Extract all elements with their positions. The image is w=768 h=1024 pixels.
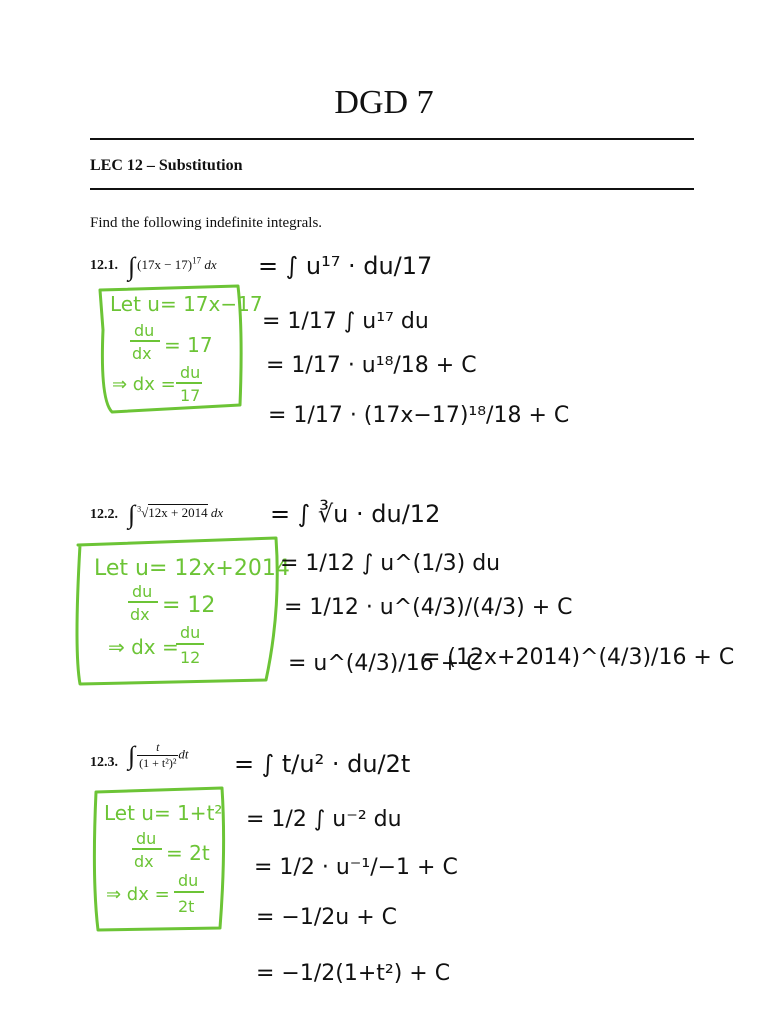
sub-1-du-2: du xyxy=(180,363,201,382)
problem-number-2: 12.2. xyxy=(90,507,118,522)
sub-2-12: 12 xyxy=(180,648,201,667)
integrand-1: (17x − 17) xyxy=(137,257,193,272)
step-3-1: = ∫ t/u² · du/2t xyxy=(234,750,411,778)
problem-number-1: 12.1. xyxy=(90,258,118,273)
step-3-4: = −1/2u + C xyxy=(256,905,397,930)
sub-2-du: du xyxy=(132,582,153,601)
step-2-4: = u^(4/3)/16 + C xyxy=(288,651,482,676)
root-index: 3 xyxy=(137,504,142,514)
sub-1-dx: dx xyxy=(132,344,152,363)
instructions: Find the following indefinite integrals. xyxy=(90,215,323,231)
step-1-2: = 1/17 ∫ u¹⁷ du xyxy=(262,309,429,334)
sub-3-rate: = 2t xyxy=(166,841,210,865)
step-2-2: = 1/12 ∫ u^(1/3) du xyxy=(280,551,501,576)
sub-3-du: du xyxy=(136,829,157,848)
numerator-3: t xyxy=(137,740,178,756)
sub-2-line-1: Let u= 12x+2014 xyxy=(94,556,290,581)
differential-3: dt xyxy=(178,746,189,762)
sub-3-line-1: Let u= 1+t² xyxy=(104,801,223,825)
sub-3-2t: 2t xyxy=(178,897,195,916)
page-title: DGD 7 xyxy=(334,84,434,121)
denominator-3: (1 + t²)² xyxy=(139,756,177,770)
integral-sign-icon: ∫ xyxy=(128,500,136,529)
step-2-1: = ∫ ∛u · du/12 xyxy=(270,500,441,528)
problem-number-3: 12.3. xyxy=(90,755,118,770)
differential-1: dx xyxy=(204,257,217,272)
sub-1-line-1: Let u= 17x−17 xyxy=(110,292,263,316)
step-3-5: = −1/2(1+t²) + C xyxy=(256,961,451,986)
section-heading: LEC 12 – Substitution xyxy=(90,157,243,174)
step-2-3: = 1/12 · u^(4/3)/(4/3) + C xyxy=(284,595,573,620)
sub-2-dx: dx xyxy=(130,605,150,624)
sub-1-17: 17 xyxy=(180,386,201,405)
sub-1-implies: ⇒ dx = xyxy=(112,374,176,395)
integral-sign-icon: ∫ xyxy=(128,252,136,281)
radicand: 12x + 2014 xyxy=(148,505,208,520)
sub-3-implies: ⇒ dx = xyxy=(106,884,170,905)
sub-1-du: du xyxy=(134,321,155,340)
integral-sign-icon: ∫ xyxy=(128,741,136,771)
step-2-5: = (12x+2014)^(4/3)/16 + C xyxy=(422,645,735,670)
sub-2-implies: ⇒ dx = xyxy=(108,635,179,659)
step-1-1: = ∫ u¹⁷ · du/17 xyxy=(258,252,433,280)
differential-2: dx xyxy=(210,505,224,520)
sub-2-du-2: du xyxy=(180,623,201,642)
step-1-3: = 1/17 · u¹⁸/18 + C xyxy=(266,353,477,378)
sub-2-rate: = 12 xyxy=(162,593,216,618)
radical-sign-icon: √ xyxy=(141,505,149,520)
step-3-3: = 1/2 · u⁻¹/−1 + C xyxy=(254,855,458,880)
sub-3-du-2: du xyxy=(178,871,199,890)
step-1-4: = 1/17 · (17x−17)¹⁸/18 + C xyxy=(268,403,570,428)
sub-3-dx: dx xyxy=(134,852,154,871)
sub-1-rate: = 17 xyxy=(164,333,213,357)
step-3-2: = 1/2 ∫ u⁻² du xyxy=(246,807,402,832)
exponent-1: 17 xyxy=(192,255,202,266)
